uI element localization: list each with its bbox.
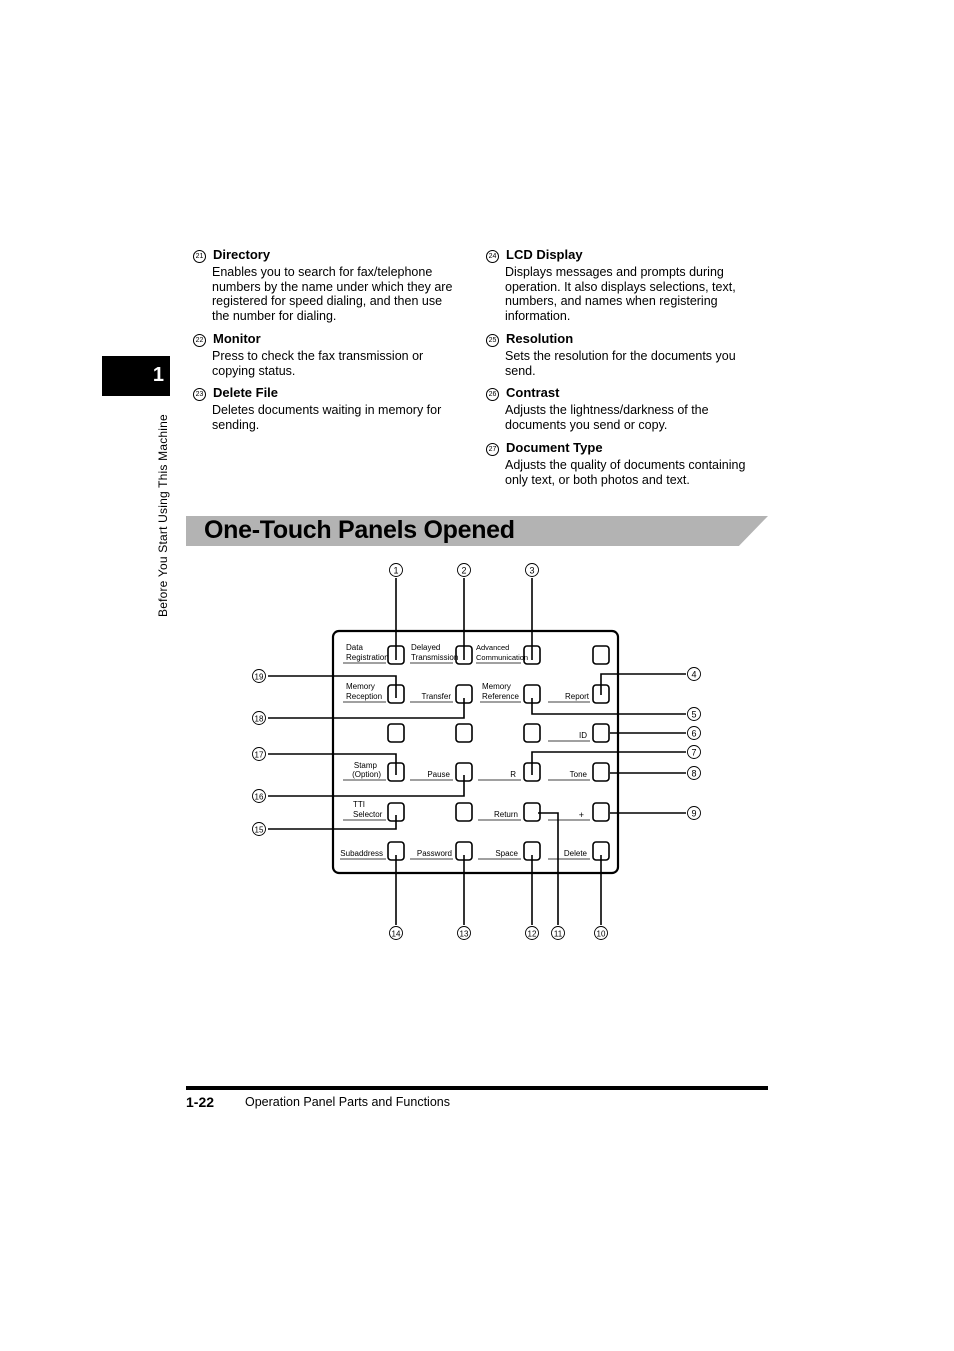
callout-17 bbox=[253, 748, 266, 761]
svg-text:10: 10 bbox=[596, 929, 606, 939]
button-blank bbox=[456, 724, 472, 742]
svg-text:1: 1 bbox=[393, 565, 399, 576]
callout-4 bbox=[688, 668, 701, 681]
svg-text:4: 4 bbox=[691, 669, 697, 680]
entry-description: Enables you to search for fax/telephone numbers by the name under which they are registered for speed dialing, and then use the number for dialing. bbox=[212, 265, 453, 323]
entry-title: Directory bbox=[213, 247, 271, 262]
svg-text:19: 19 bbox=[254, 672, 264, 682]
label-data-registration-2: Registration bbox=[346, 653, 389, 662]
button-return bbox=[524, 803, 540, 821]
label-tti-1: TTI bbox=[353, 800, 365, 809]
section-title: One-Touch Panels Opened bbox=[204, 516, 515, 544]
label-transfer: Transfer bbox=[421, 692, 451, 701]
entry-description: Displays messages and prompts during operation. It also displays selections, text, numbers, and names when registering information. bbox=[505, 265, 736, 323]
footer-section-title: Operation Panel Parts and Functions bbox=[245, 1095, 450, 1109]
label-r: R bbox=[510, 770, 516, 779]
callout-15 bbox=[253, 823, 266, 836]
label-stamp-2: (Option) bbox=[352, 770, 381, 779]
entry-number: 27 bbox=[486, 443, 499, 456]
entry-description: Sets the resolution for the documents you send. bbox=[505, 349, 736, 378]
entry-description: Press to check the fax transmission or copying status. bbox=[212, 349, 424, 378]
callout-7 bbox=[688, 746, 701, 759]
svg-text:12: 12 bbox=[527, 929, 537, 939]
callout-6 bbox=[688, 727, 701, 740]
callout-8 bbox=[688, 767, 701, 780]
callout-19 bbox=[253, 670, 266, 683]
entry-title: Delete File bbox=[213, 385, 279, 400]
label-memory-reference-1: Memory bbox=[482, 682, 511, 691]
svg-text:13: 13 bbox=[459, 929, 469, 939]
svg-text:11: 11 bbox=[553, 929, 563, 939]
svg-text:18: 18 bbox=[254, 714, 264, 724]
entry-title: LCD Display bbox=[506, 247, 583, 262]
callout-10 bbox=[595, 927, 608, 940]
entry-number: 25 bbox=[486, 334, 499, 347]
label-tti-2: Selector bbox=[353, 810, 383, 819]
entry-title: Document Type bbox=[506, 440, 603, 455]
button-tone bbox=[593, 763, 609, 781]
footer-rule bbox=[186, 1086, 768, 1090]
label-memory-reference-2: Reference bbox=[482, 692, 519, 701]
callout-9 bbox=[688, 807, 701, 820]
button-blank bbox=[524, 724, 540, 742]
svg-text:5: 5 bbox=[691, 709, 697, 720]
callout-1 bbox=[390, 564, 403, 577]
svg-text:2: 2 bbox=[461, 565, 467, 576]
entry-title: Monitor bbox=[213, 331, 261, 346]
panel-buttons bbox=[388, 646, 609, 860]
entry-number: 26 bbox=[486, 388, 499, 401]
label-pause: Pause bbox=[427, 770, 450, 779]
svg-text:17: 17 bbox=[254, 750, 264, 760]
svg-text:9: 9 bbox=[691, 808, 697, 819]
label-delete: Delete bbox=[563, 849, 587, 858]
button-blank bbox=[388, 724, 404, 742]
label-plus: + bbox=[578, 810, 584, 820]
button-id bbox=[593, 724, 609, 742]
label-delayed-transmission-1: Delayed bbox=[411, 643, 441, 652]
label-return: Return bbox=[493, 810, 518, 819]
callout-18 bbox=[253, 712, 266, 725]
svg-text:8: 8 bbox=[691, 768, 697, 779]
label-subaddress: Subaddress bbox=[340, 849, 383, 858]
callout-2 bbox=[458, 564, 471, 577]
callout-13 bbox=[458, 927, 471, 940]
entry-number: 24 bbox=[486, 250, 499, 263]
callout-3 bbox=[526, 564, 539, 577]
entry-description: Adjusts the quality of documents containing only text, or both photos and text. bbox=[505, 458, 746, 487]
label-data-registration-1: Data bbox=[346, 643, 363, 652]
entry-number: 23 bbox=[193, 388, 206, 401]
entry-number: 22 bbox=[193, 334, 206, 347]
label-memory-reception-2: Reception bbox=[346, 692, 383, 701]
label-space: Space bbox=[495, 849, 518, 858]
chapter-tab: 1 bbox=[102, 356, 170, 396]
label-advanced-communication-2: Communication bbox=[476, 653, 529, 662]
button-blank bbox=[456, 803, 472, 821]
button-plus bbox=[593, 803, 609, 821]
callout-12 bbox=[526, 927, 539, 940]
callout-16 bbox=[253, 790, 266, 803]
button-blank bbox=[593, 646, 609, 664]
entry-description: Deletes documents waiting in memory for sending. bbox=[212, 403, 442, 432]
svg-text:7: 7 bbox=[691, 747, 697, 758]
label-advanced-communication-1: Advanced bbox=[476, 643, 510, 652]
callout-11 bbox=[552, 927, 565, 940]
chapter-side-title: Before You Start Using This Machine bbox=[156, 414, 170, 617]
label-id: ID bbox=[579, 731, 587, 740]
label-delayed-transmission-2: Transmission bbox=[411, 653, 459, 662]
label-password: Password bbox=[416, 849, 452, 858]
page-number: 1-22 bbox=[186, 1094, 215, 1110]
callout-5 bbox=[688, 708, 701, 721]
label-stamp-1: Stamp bbox=[353, 761, 377, 770]
svg-text:16: 16 bbox=[254, 792, 264, 802]
svg-text:14: 14 bbox=[391, 929, 401, 939]
svg-text:3: 3 bbox=[529, 565, 535, 576]
callout-14 bbox=[390, 927, 403, 940]
entry-title: Resolution bbox=[506, 331, 574, 346]
entry-title: Contrast bbox=[506, 385, 560, 400]
svg-text:15: 15 bbox=[254, 825, 264, 835]
entry-description: Adjusts the lightness/darkness of the documents you send or copy. bbox=[505, 403, 709, 432]
entry-number: 21 bbox=[193, 250, 206, 263]
svg-text:6: 6 bbox=[691, 728, 697, 739]
label-tone: Tone bbox=[569, 770, 587, 779]
label-memory-reception-1: Memory bbox=[346, 682, 375, 691]
label-report: Report bbox=[564, 692, 589, 701]
